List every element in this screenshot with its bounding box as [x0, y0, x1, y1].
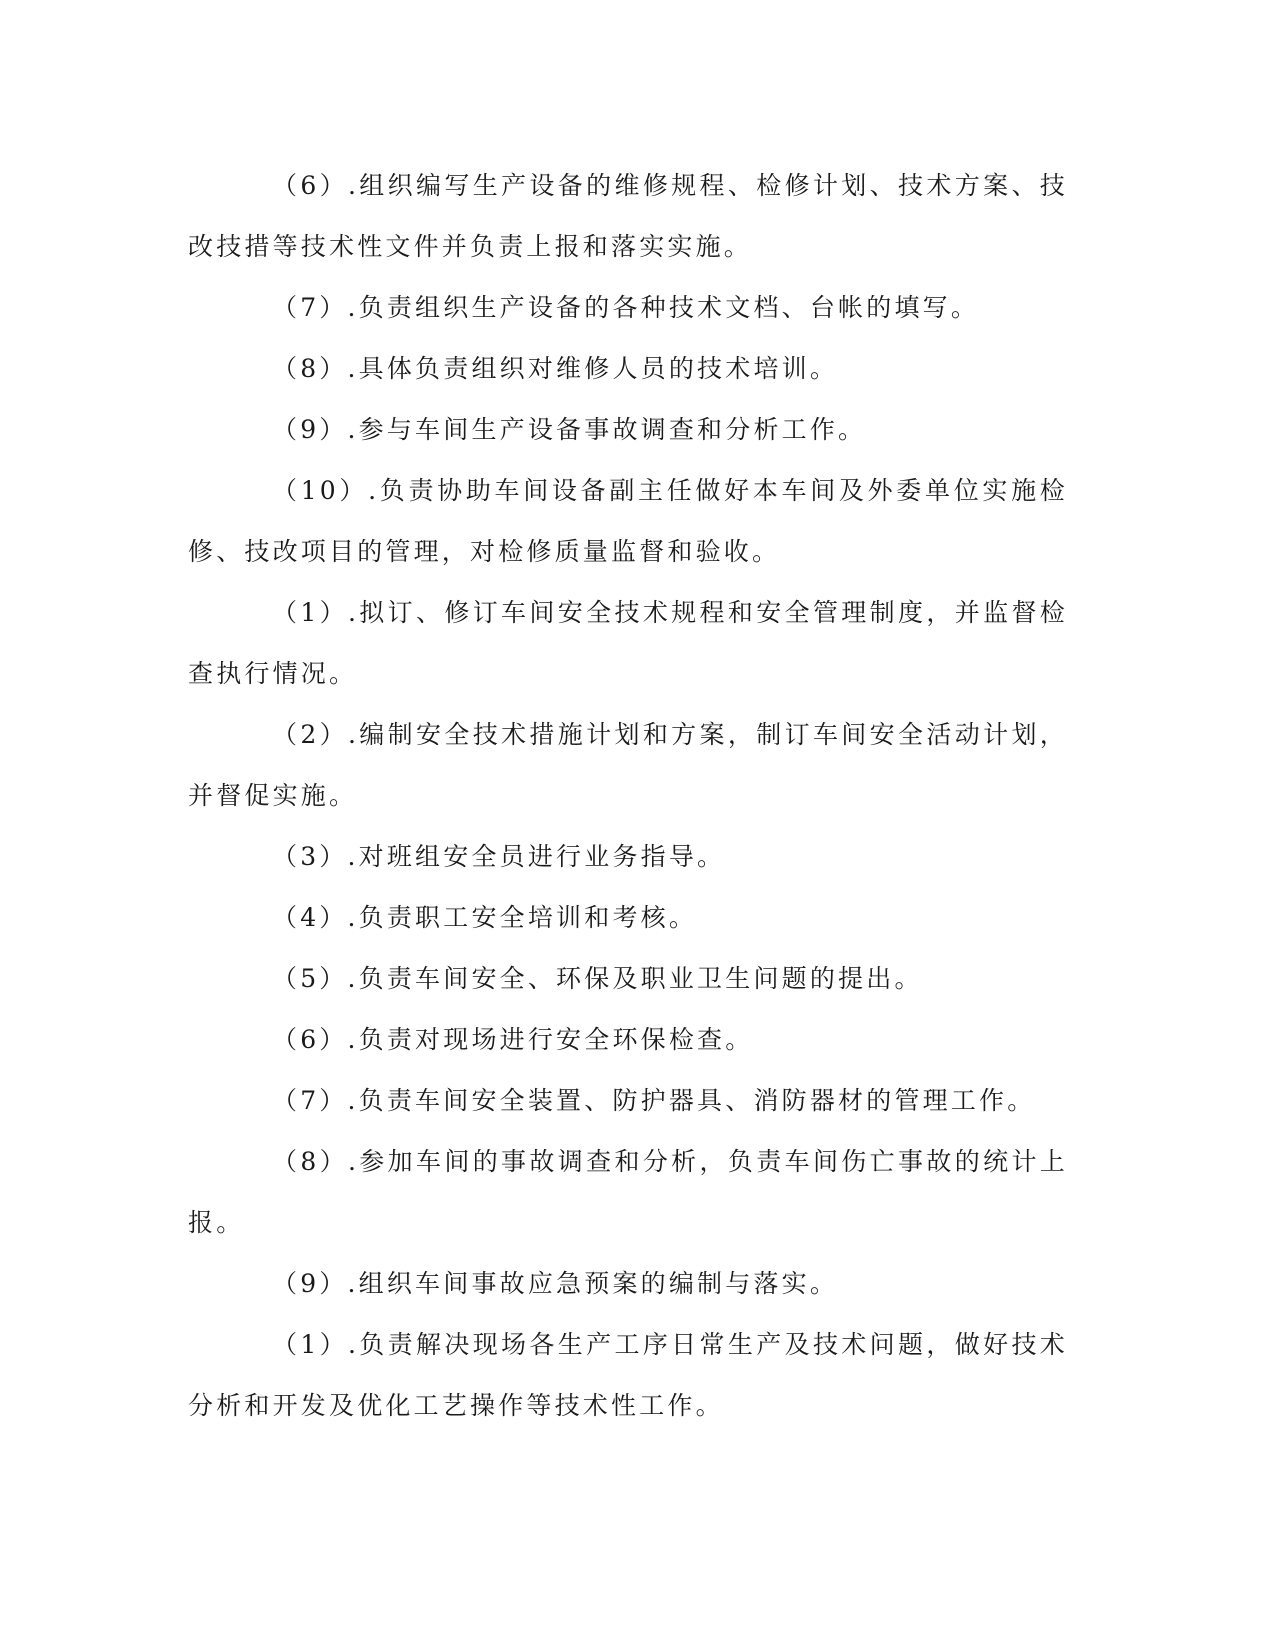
paragraph-equipment-10: （10）.负责协助车间设备副主任做好本车间及外委单位实施检修、技改项目的管理，对检修质量监督和验收。: [188, 476, 1068, 566]
paragraph-safety-2: （2）.编制安全技术措施计划和方案，制订车间安全活动计划，并督促实施。: [188, 720, 1068, 810]
paragraph-safety-8: （8）.参加车间的事故调查和分析，负责车间伤亡事故的统计上报。: [188, 1147, 1068, 1237]
paragraph-safety-1: （1）.拟订、修订车间安全技术规程和安全管理制度，并监督检查执行情况。: [188, 598, 1068, 688]
paragraph-equipment-8: （8）.具体负责组织对维修人员的技术培训。: [272, 354, 839, 383]
paragraph-equipment-7: （7）.负责组织生产设备的各种技术文档、台帐的填写。: [272, 293, 980, 322]
paragraph-equipment-6: （6）.组织编写生产设备的维修规程、检修计划、技术方案、技改技措等技术性文件并负责上报和落实实施。: [188, 171, 1068, 261]
paragraph-equipment-9: （9）.参与车间生产设备事故调查和分析工作。: [272, 415, 867, 444]
document-body: [188, 155, 1068, 1436]
paragraph-technical-1: （1）.负责解决现场各生产工序日常生产及技术问题，做好技术分析和开发及优化工艺操作等技术性工作。: [188, 1330, 1068, 1420]
paragraph-safety-9: （9）.组织车间事故应急预案的编制与落实。: [272, 1269, 839, 1298]
paragraph-safety-5: （5）.负责车间安全、环保及职业卫生问题的提出。: [272, 964, 923, 993]
paragraph-safety-6: （6）.负责对现场进行安全环保检查。: [272, 1025, 754, 1054]
paragraph-safety-3: （3）.对班组安全员进行业务指导。: [272, 842, 726, 871]
paragraph-safety-4: （4）.负责职工安全培训和考核。: [272, 903, 698, 932]
paragraph-safety-7: （7）.负责车间安全装置、防护器具、消防器材的管理工作。: [272, 1086, 1036, 1115]
